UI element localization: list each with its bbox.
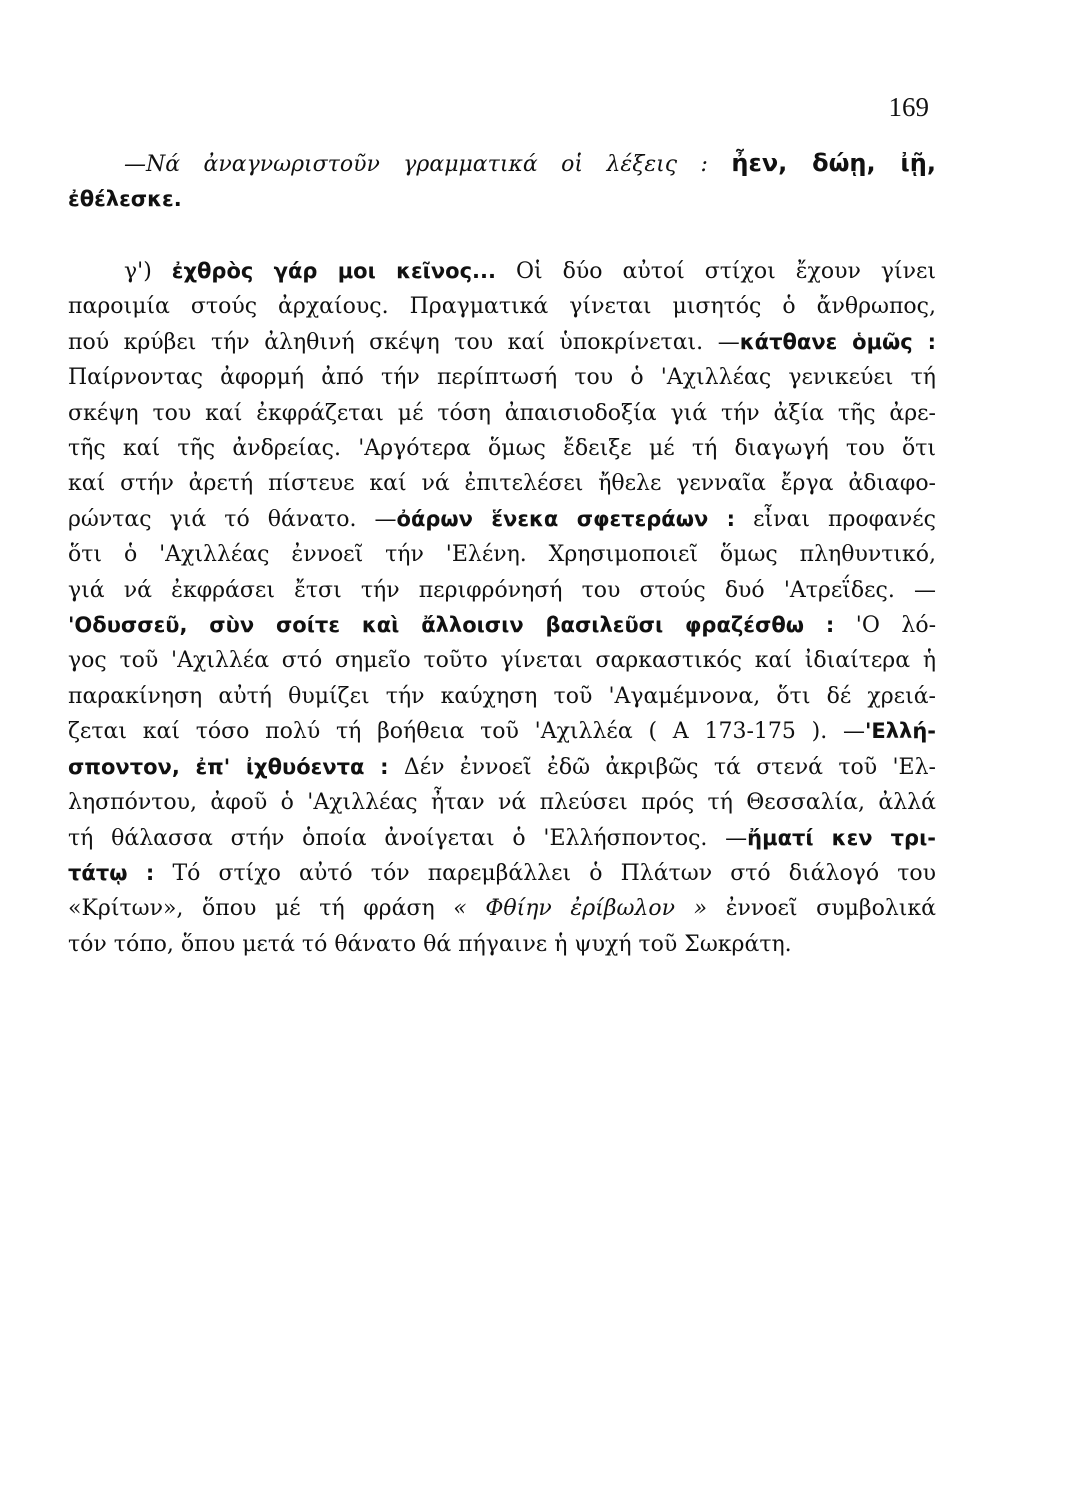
text-line: τόν τόπο, ὅπου μετά τό θάνατο θά πήγαινε ἡ ψυχή τοῦ Σωκράτη. (68, 931, 792, 957)
text-line: τή θάλασσα στήν ὁποία ἀνοίγεται ὁ 'Ελλήσποντος. —ἤματί κεν τρι- (68, 825, 936, 851)
text-line: παροιμία στούς ἀρχαίους. Πραγματικά γίνεται μισητός ὁ ἄνθρωπος, (68, 294, 936, 320)
text-line: ρώντας γιά τό θάνατο. —ὀάρων ἕνεκα σφετεράων : εἶναι προφανές (68, 506, 936, 532)
text-line: τῆς καί τῆς ἀνδρείας. 'Αργότερα ὅμως ἔδειξε μέ τή διαγωγή του ὅτι (68, 436, 936, 462)
text-line: γ') ἐχθρὸς γάρ μοι κεῖνος... Οἱ δύο αὐτοί στίχοι ἔχουν γίνει (124, 259, 936, 284)
text-line: γιά νά ἐκφράσει ἔτσι τήν περιφρόνησή του στούς δυό 'Ατρεΐδες. — (68, 577, 936, 603)
text-line: καί στήν ἀρετή πίστευε καί νά ἐπιτελέσει ἤθελε γενναῖα ἔργα ἀδιαφο- (68, 471, 936, 497)
text-line: παρακίνηση αὐτή θυμίζει τήν καύχηση τοῦ 'Αγαμέμνονα, ὅτι δέ χρειά- (68, 683, 936, 709)
text-line: ζεται καί τόσο πολύ τή βοήθεια τοῦ 'Αχιλλέα ( Α 173-175 ). —'Ελλή- (68, 719, 936, 745)
page-number: 169 (888, 92, 929, 122)
text-line: ὅτι ὁ 'Αχιλλέας ἐννοεῖ τήν 'Ελένη. Χρησιμοποιεῖ ὅμως πληθυντικό, (68, 542, 936, 568)
paragraph-commentary (68, 254, 936, 962)
text-line: σκέψη του καί ἐκφράζεται μέ τόση ἀπαισιοδοξία γιά τήν ἀξία τῆς ἀρε- (68, 400, 936, 426)
text-line: «Κρίτων», ὅπου μέ τή φράση « Φθίην ἐρίβωλον » ἐννοεῖ συμβολικά (68, 896, 936, 922)
text-line: Παίρνοντας ἀφορμή ἀπό τήν περίπτωσή του ὁ 'Αχιλλέας γενικεύει τή (68, 365, 936, 391)
text-line: —Νά ἀναγνωριστοῦν γραμματικά οἱ λέξεις : ἦεν, δώῃ, ἰῇ, (124, 149, 936, 177)
paragraph-grammar-note (68, 146, 936, 218)
text-line: γος τοῦ 'Αχιλλέα στό σημεῖο τοῦτο γίνεται σαρκαστικός καί ἰδιαίτερα ἡ (68, 648, 936, 674)
text-line: 'Οδυσσεῦ, σὺν σοίτε καὶ ἄλλοισιν βασιλεῦσι φραζέσθω : 'Ο λό- (68, 613, 936, 639)
text-line: λησπόντου, ἀφοῦ ὁ 'Αχιλλέας ἦταν νά πλεύσει πρός τή Θεσσαλία, ἀλλά (68, 790, 936, 816)
text-line: σποντον, ἐπ' ἰχθυόεντα : Δέν ἐννοεῖ ἐδῶ ἀκριβῶς τά στενά τοῦ 'Ελ- (68, 754, 936, 780)
text-line: τάτῳ : Τό στίχο αὐτό τόν παρεμβάλλει ὁ Πλάτων στό διάλογό του (68, 860, 936, 886)
text-line: πού κρύβει τήν ἀληθινή σκέψη του καί ὑποκρίνεται. —κάτθανε ὁμῶς : (68, 329, 936, 355)
text-line: ἐθέλεσκε. (68, 187, 182, 212)
